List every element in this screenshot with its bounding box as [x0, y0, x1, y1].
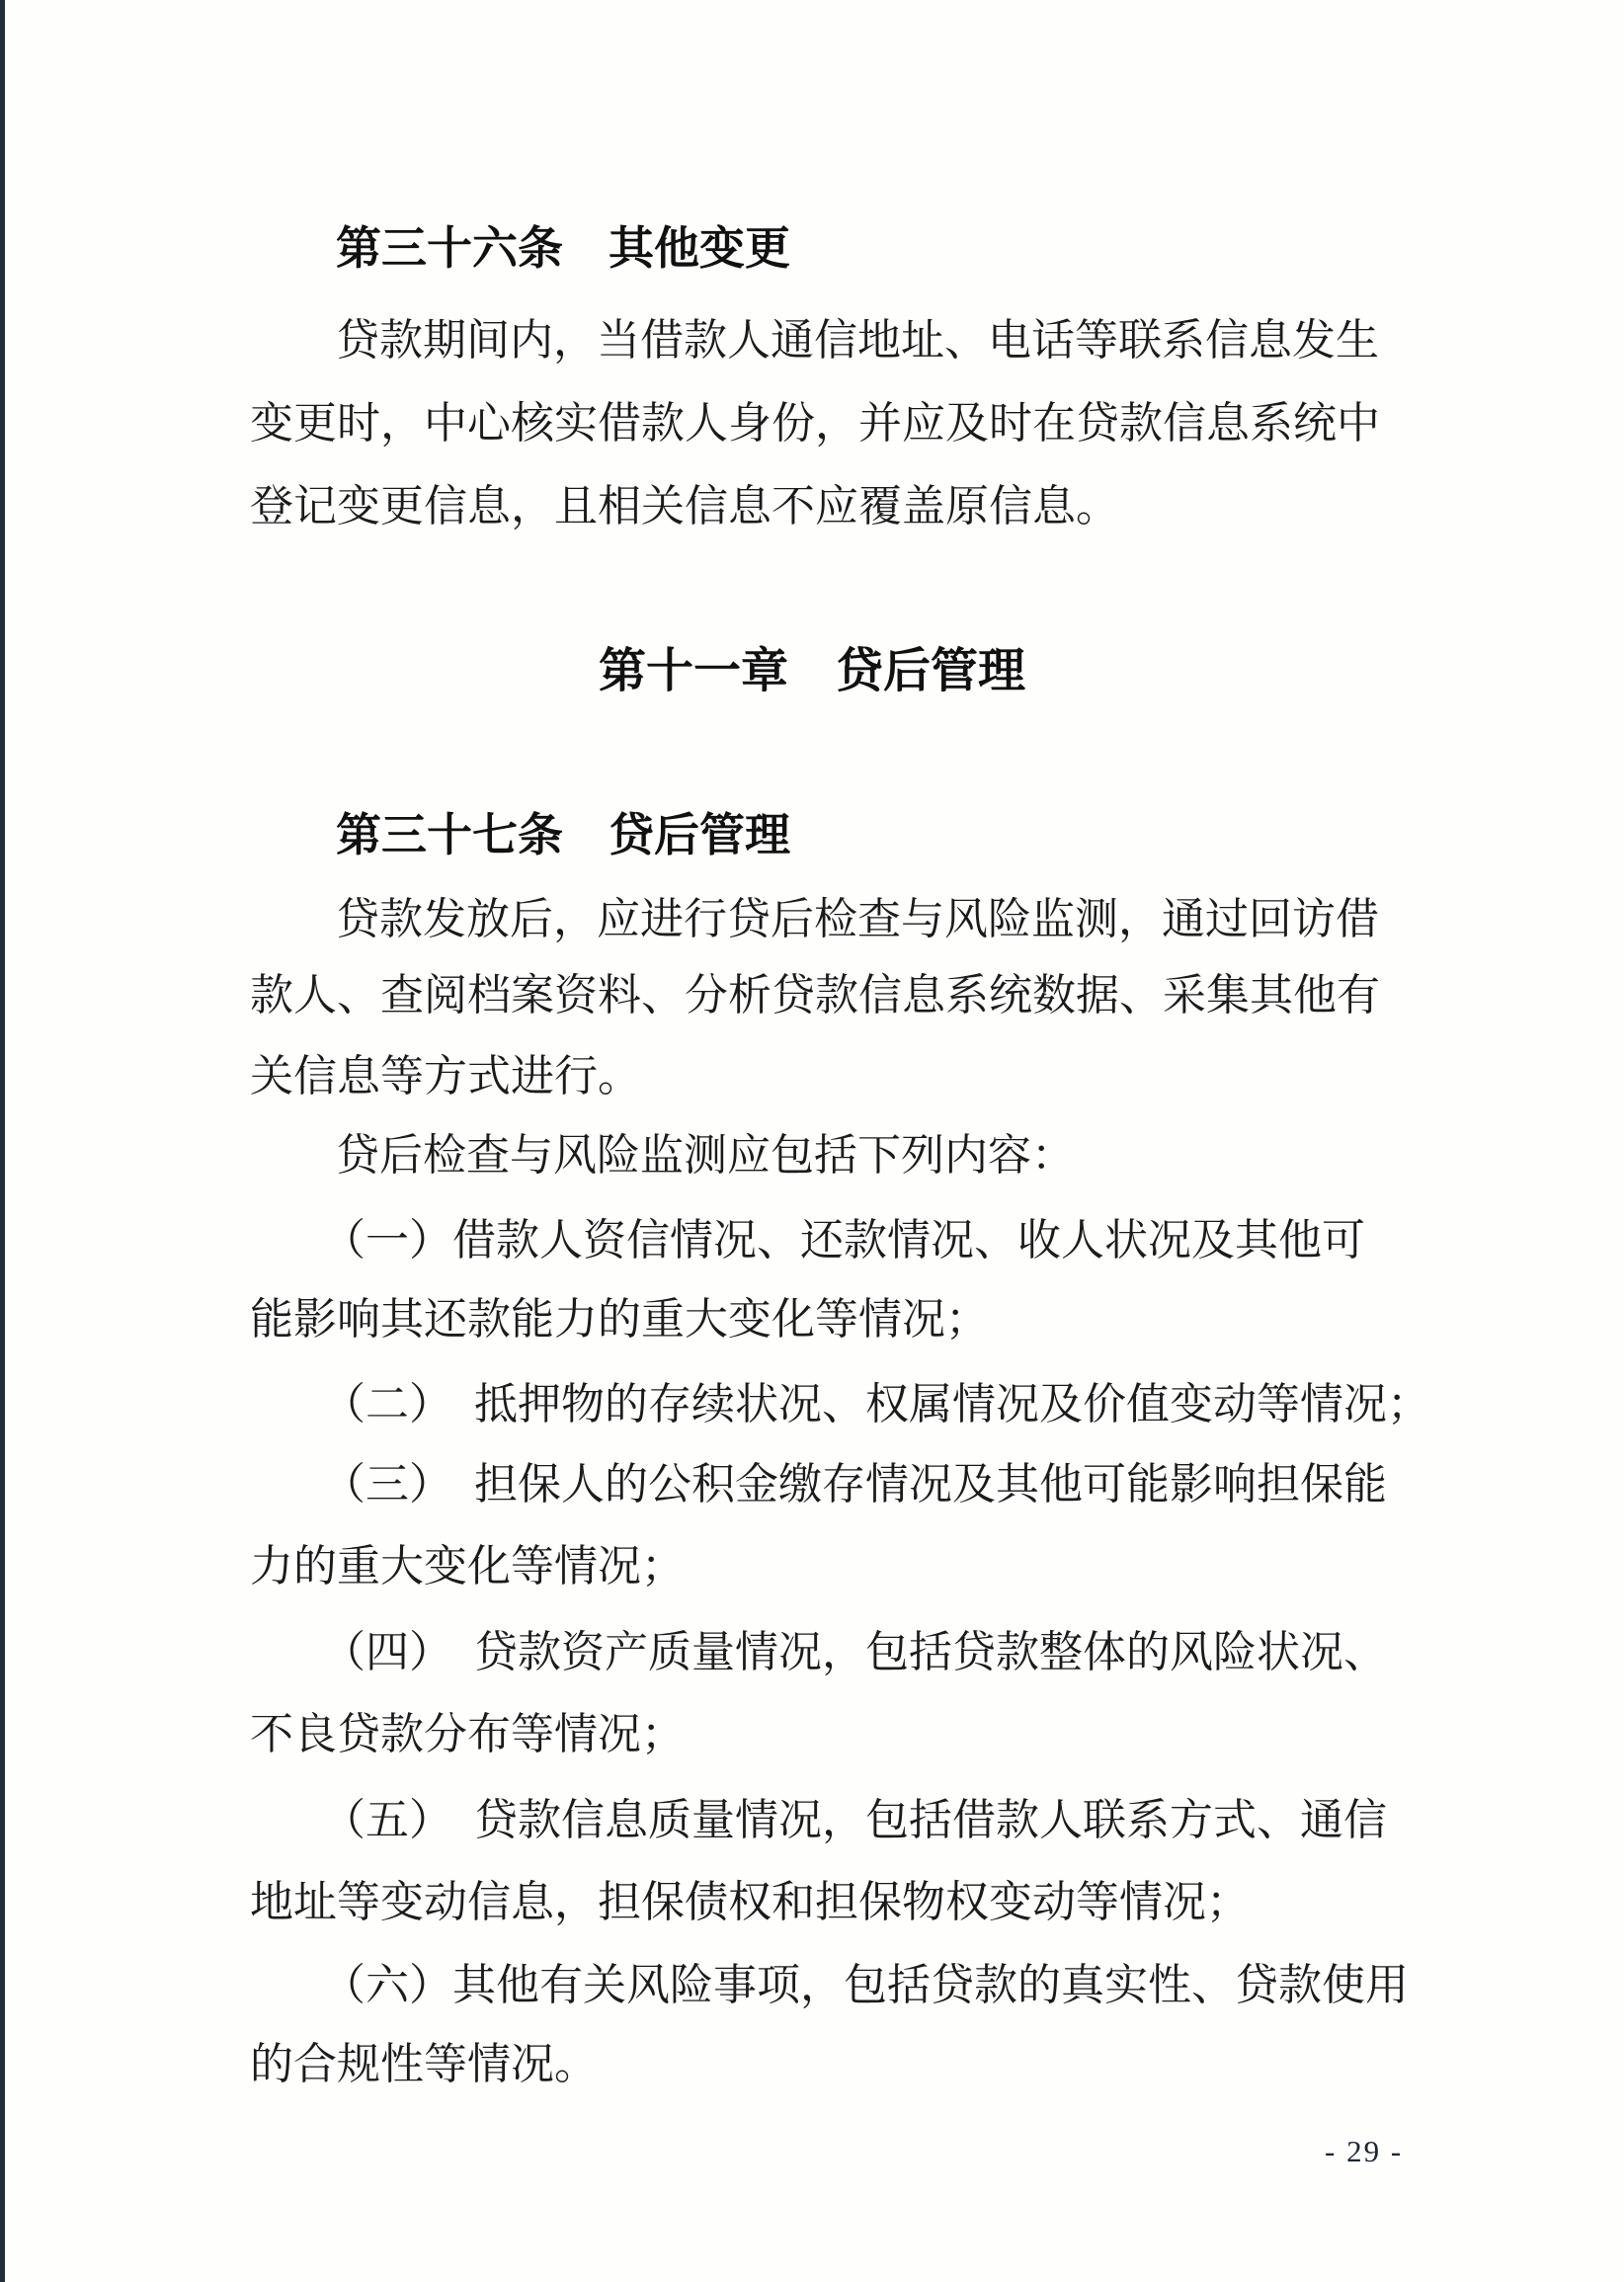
article-37-item-5-line: 地址等变动信息，担保债权和担保物权变动等情况；	[250, 1878, 1250, 1926]
article-37-item-5-line: （五） 贷款信息质量情况，包括借款人联系方式、通信	[322, 1796, 1387, 1844]
article-36-body-line: 贷款期间内，当借款人通信地址、电话等联系信息发生	[336, 316, 1379, 365]
article-36-body-line: 登记变更信息，且相关信息不应覆盖原信息。	[250, 482, 1119, 530]
page-number: - 29 -	[1325, 2134, 1404, 2168]
article-37-item-1-line: （一）借款人资信情况、还款情况、收人状况及其他可	[322, 1216, 1365, 1264]
article-37-item-6-line: 的合规性等情况。	[250, 2040, 598, 2088]
article-37-item-3-line: （三） 担保人的公积金缴存情况及其他可能影响担保能	[322, 1460, 1387, 1508]
article-37-item-4-line: 不良贷款分布等情况；	[250, 1710, 685, 1758]
article-37-heading: 第三十七条 贷后管理	[336, 810, 790, 860]
article-37-item-3-line: 力的重大变化等情况；	[250, 1542, 685, 1590]
article-36-body-line: 变更时，中心核实借款人身份，并应及时在贷款信息系统中	[250, 399, 1380, 448]
article-37-item-4-line: （四） 贷款资产质量情况，包括贷款整体的风险状况、	[322, 1628, 1387, 1676]
article-37-body-line: 贷后检查与风险监测应包括下列内容：	[336, 1131, 1075, 1180]
article-37-item-2-line: （二） 抵押物的存续状况、权属情况及价值变动等情况；	[322, 1380, 1430, 1428]
article-37-body-line: 关信息等方式进行。	[250, 1052, 641, 1100]
chapter-11-heading: 第十一章 贷后管理	[598, 645, 1025, 697]
article-37-item-6-line: （六）其他有关风险事项，包括贷款的真实性、贷款使用	[322, 1961, 1409, 2009]
article-37-item-1-line: 能影响其还款能力的重大变化等情况；	[250, 1295, 989, 1344]
scan-border-artifact	[0, 0, 5, 2282]
article-37-body-line: 款人、查阅档案资料、分析贷款信息系统数据、采集其他有	[250, 971, 1380, 1019]
article-36-heading: 第三十六条 其他变更	[336, 223, 790, 274]
article-37-body-line: 贷款发放后，应进行贷后检查与风险监测，通过回访借	[336, 895, 1379, 943]
